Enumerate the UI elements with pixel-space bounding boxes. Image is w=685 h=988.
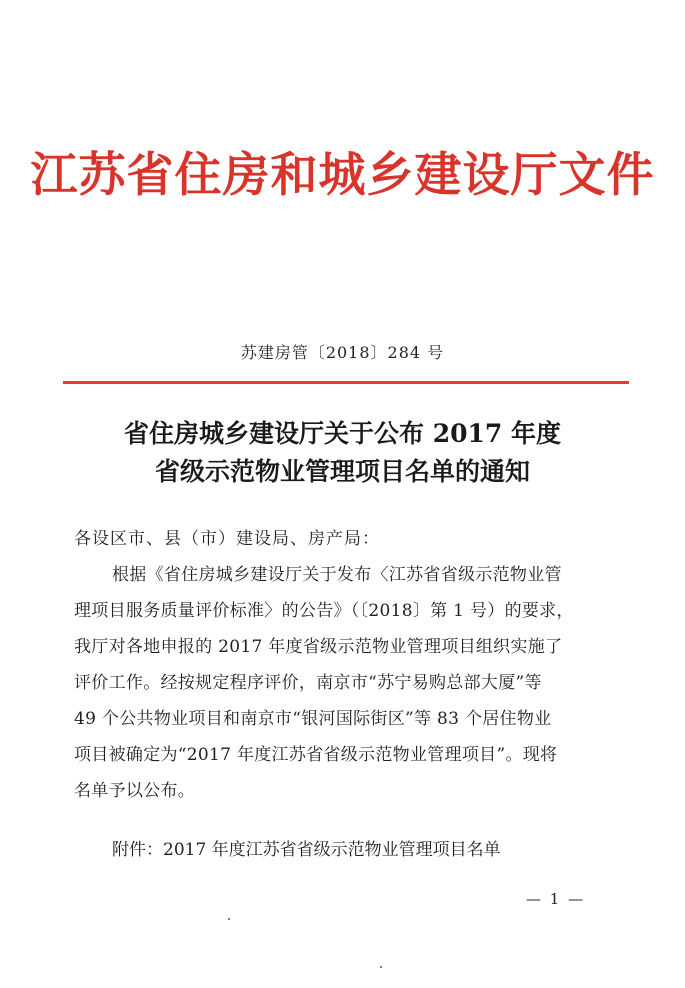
page-number: — 1 — xyxy=(526,890,586,908)
body-paragraph-line: 根据《省住房城乡建设厅关于发布〈江苏省省级示范物业管 xyxy=(112,565,562,585)
notice-title-line-2: 省级示范物业管理项目名单的通知 xyxy=(154,457,530,486)
body-paragraph-line: 我厅对各地申报的 2017 年度省级示范物业管理项目组织实施了 xyxy=(74,637,563,657)
notice-title-line-1: 省住房城乡建设厅关于公布 2017 年度 xyxy=(124,419,561,448)
document-number: 苏建房管〔2018〕284 号 xyxy=(240,343,445,362)
document-header-title: 江苏省住房和城乡建设厅文件 xyxy=(30,148,655,203)
red-divider-line xyxy=(63,381,629,384)
scan-speck xyxy=(228,918,230,920)
attachment-note: 附件：2017 年度江苏省省级示范物业管理项目名单 xyxy=(112,840,501,860)
body-paragraph-line: 理项目服务质量评价标准〉的公告》（〔2018〕第 1 号）的要求， xyxy=(74,601,574,621)
scan-speck xyxy=(380,966,382,968)
salutation: 各设区市、县（市）建设局、房产局： xyxy=(74,529,380,549)
body-paragraph-line: 名单予以公布。 xyxy=(74,781,196,801)
body-paragraph-line: 评价工作。经按规定程序评价，南京市“苏宁易购总部大厦”等 xyxy=(74,673,542,693)
body-paragraph-line: 49 个公共物业项目和南京市“银河国际街区”等 83 个居住物业 xyxy=(74,709,552,729)
body-paragraph-line: 项目被确定为“2017 年度江苏省省级示范物业管理项目”。现将 xyxy=(74,745,558,765)
